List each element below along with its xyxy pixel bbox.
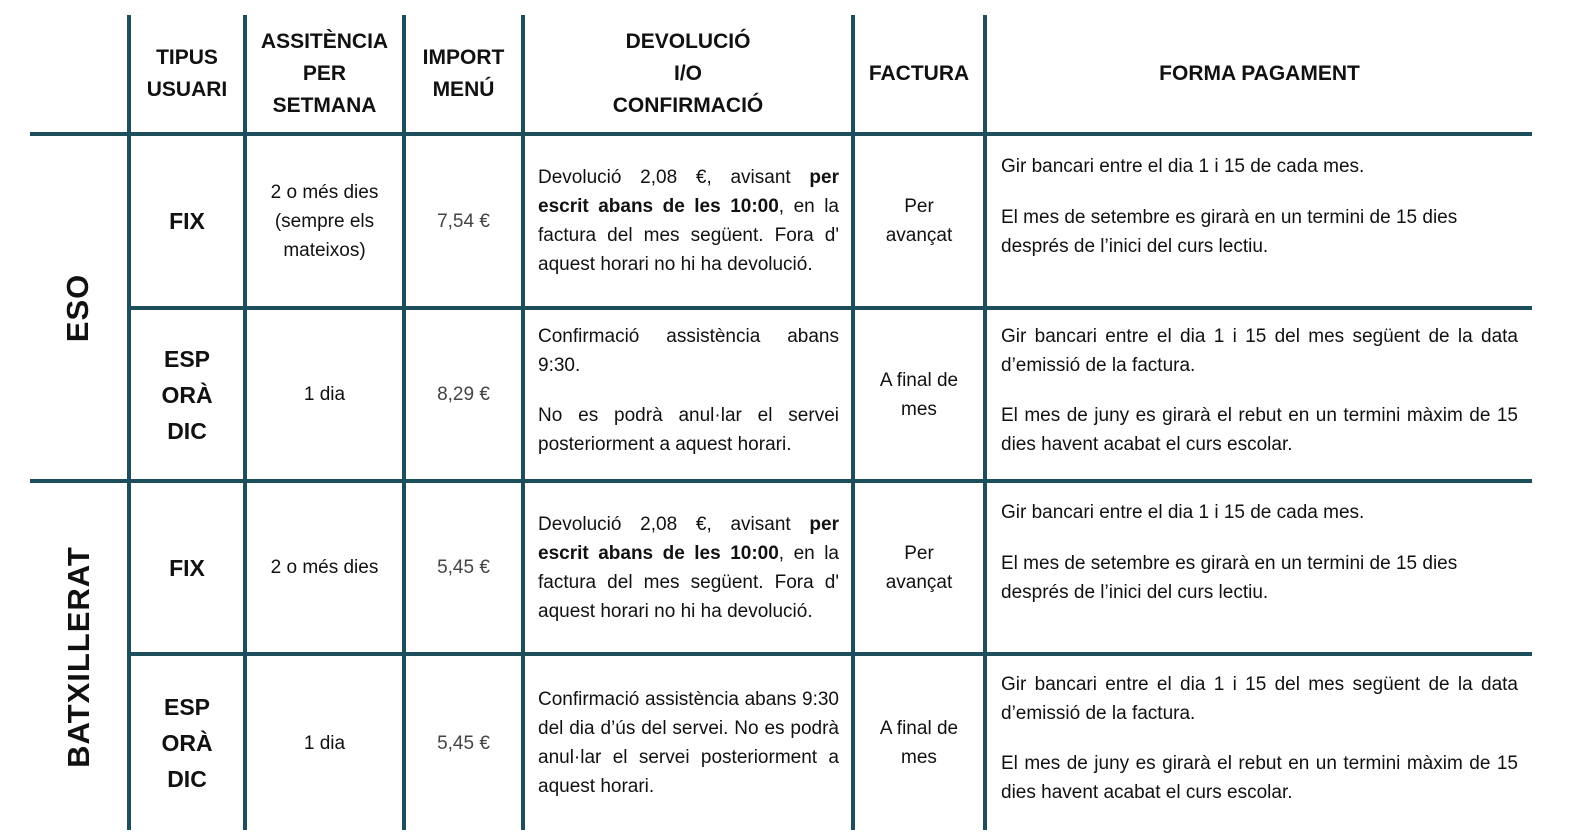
group-label-batxillerat: BATXILLERAT [60, 545, 96, 768]
header-tipus-usuari: TIPUS USUARI [146, 45, 228, 101]
row-factura: A final de mes [879, 369, 959, 420]
row-import: 8,29 € [437, 384, 490, 405]
row-assistencia: 2 o més dies [270, 557, 379, 578]
header-devolucio: DEVOLUCIÓ I/O CONFIRMACIÓ [612, 29, 764, 117]
row-devolucio: Devolució 2,08 €, avisant per escrit abans de les 10:00, en la factura del mes següent. Fora d' aquest horari no hi ha devolució. [538, 513, 839, 622]
row-forma-pagament: Gir bancari entre el dia 1 i 15 del mes següent de la data d’emissió de la factura. El mes de juny es girarà el rebut en un termini màxim de 15 dies havent acabat el curs escolar. [1001, 673, 1518, 803]
row-devolucio: Devolució 2,08 €, avisant per escrit abans de les 10:00, en la factura del mes següent. Fora d' aquest horari no hi ha devolució. [538, 167, 839, 275]
row-devolucio: Confirmació assistència abans 9:30 del dia d’ús del servei. No es podrà anul·lar el servei posteriorment a aquest horari. [538, 689, 839, 797]
header-forma-pagament: FORMA PAGAMENT [1159, 61, 1360, 85]
row-factura: A final de mes [879, 718, 959, 768]
group-label-eso: ESO [60, 273, 96, 342]
row-assistencia: 1 dia [303, 732, 346, 754]
row-assistencia: 1 dia [303, 384, 346, 405]
header-assistencia: ASSITÈNCIA PER SETMANA [260, 29, 389, 117]
row-import: 5,45 € [437, 732, 490, 754]
row-factura: Per avançat [885, 542, 953, 593]
row-import: 5,45 € [437, 557, 490, 578]
row-import: 7,54 € [437, 210, 490, 232]
row-forma-pagament: Gir bancari entre el dia 1 i 15 del mes següent de la data d’emissió de la factura. El mes de juny es girarà el rebut en un termini màxim de 15 dies havent acabat el curs escolar. [1001, 326, 1518, 455]
header-factura: FACTURA [868, 61, 970, 85]
row-devolucio: Confirmació assistència abans 9:30. No es podrà anul·lar el servei posteriorment a aquest horari. [538, 326, 839, 455]
header-import-menu: IMPORT MENÚ [422, 45, 505, 101]
row-type: ESP ORÀ DIC [161, 694, 213, 792]
row-type: FIX [169, 554, 205, 581]
row-type: ESP ORÀ DIC [161, 345, 213, 444]
row-forma-pagament: Gir bancari entre el dia 1 i 15 de cada mes. El mes de setembre es girarà en un termini de 15 dies després de l’inici del curs lectiu. [1001, 502, 1458, 603]
row-forma-pagament: Gir bancari entre el dia 1 i 15 de cada mes. El mes de setembre es girarà en un termini de 15 dies després de l’inici del curs lectiu. [1001, 155, 1458, 257]
row-type: FIX [169, 208, 205, 234]
row-factura: Per avançat [885, 196, 953, 246]
row-assistencia: 2 o més dies (sempre els mateixos) [270, 181, 379, 261]
